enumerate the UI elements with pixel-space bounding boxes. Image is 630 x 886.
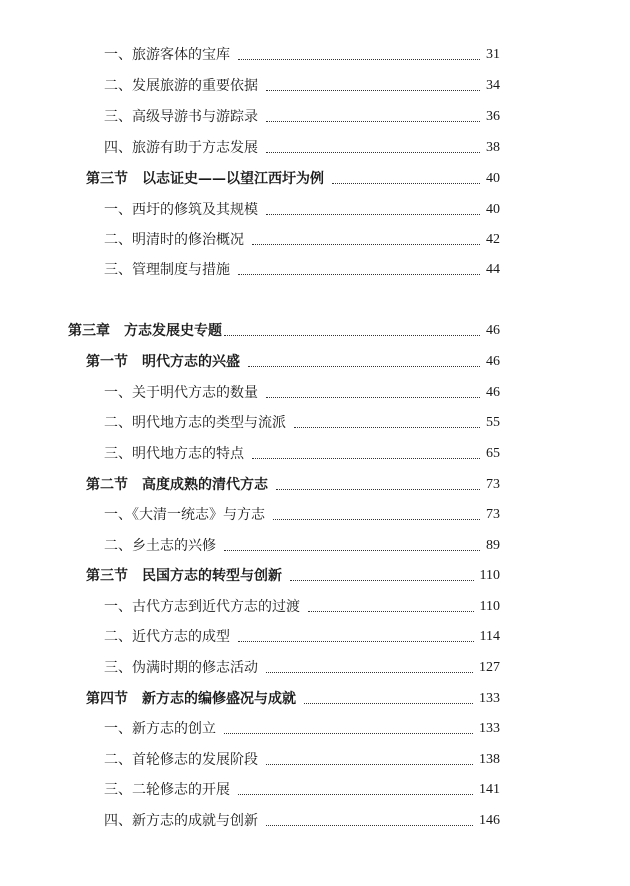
dot-leader	[266, 89, 480, 91]
dot-leader	[308, 610, 474, 612]
toc-entry-page: 55	[486, 415, 500, 430]
toc-section	[86, 688, 500, 710]
toc-section-title: 第二节 高度成熟的清代方志	[86, 477, 268, 493]
toc-section-title: 第三节 民国方志的转型与创新	[86, 568, 282, 584]
toc-entry-page: 46	[486, 385, 500, 400]
toc-entry-title: 一、关于明代方志的数量	[104, 385, 258, 401]
toc-entry	[104, 75, 500, 97]
dot-leader	[238, 793, 473, 795]
toc-entry	[104, 382, 500, 404]
toc-chapter	[68, 320, 500, 342]
toc-entry-page: 36	[486, 109, 500, 124]
toc-entry	[104, 657, 500, 679]
dot-leader	[224, 334, 480, 336]
toc-entry	[104, 259, 500, 281]
toc-chapter-page: 46	[486, 323, 500, 338]
toc-entry-page: 44	[486, 262, 500, 277]
toc-entry	[104, 199, 500, 221]
dot-leader	[238, 640, 474, 642]
toc-entry-page: 89	[486, 538, 500, 553]
dot-leader	[252, 243, 480, 245]
dot-leader	[276, 488, 480, 490]
toc-entry-title: 四、新方志的成就与创新	[104, 813, 258, 829]
toc-entry	[104, 626, 500, 648]
dot-leader	[290, 579, 474, 581]
toc-section	[86, 565, 500, 587]
dot-leader	[224, 549, 480, 551]
toc-entry-page: 114	[479, 629, 500, 644]
toc-section-page: 40	[486, 171, 500, 186]
toc-entry-title: 一、古代方志到近代方志的过渡	[104, 599, 300, 615]
dot-leader	[266, 151, 480, 153]
toc-entry-title: 二、发展旅游的重要依据	[104, 78, 258, 94]
dot-leader	[252, 457, 480, 459]
toc-section-title: 第四节 新方志的编修盛况与成就	[86, 691, 296, 707]
toc-entry-page: 141	[479, 782, 500, 797]
toc-entry-title: 一、新方志的创立	[104, 721, 216, 737]
toc-entry	[104, 596, 500, 618]
toc-entry-title: 二、首轮修志的发展阶段	[104, 752, 258, 768]
toc-entry-title: 三、明代地方志的特点	[104, 446, 244, 462]
dot-leader	[248, 365, 480, 367]
dot-leader	[266, 396, 480, 398]
toc-entry-page: 146	[479, 813, 500, 828]
toc-entry-page: 31	[486, 47, 500, 62]
toc-entry	[104, 504, 500, 526]
toc-entry-title: 一、《大清一统志》与方志	[104, 507, 265, 523]
toc-entry-title: 二、明代地方志的类型与流派	[104, 415, 286, 431]
toc-chapter-title: 第三章 方志发展史专题	[68, 323, 222, 339]
toc-entry	[104, 44, 500, 66]
dot-leader	[266, 763, 473, 765]
toc-entry-page: 34	[486, 78, 500, 93]
dot-leader	[238, 58, 480, 60]
dot-leader	[304, 702, 473, 704]
dot-leader	[294, 426, 480, 428]
toc-section	[86, 168, 500, 190]
toc-entry-title: 二、近代方志的成型	[104, 629, 230, 645]
toc-entry	[104, 779, 500, 801]
dot-leader	[224, 732, 473, 734]
toc-entry-page: 133	[479, 721, 500, 736]
dot-leader	[266, 671, 473, 673]
dot-leader	[266, 213, 480, 215]
dot-leader	[266, 120, 480, 122]
toc-entry-page: 138	[479, 752, 500, 767]
toc-entry-title: 三、管理制度与措施	[104, 262, 230, 278]
toc-entry	[104, 535, 500, 557]
toc-entry-page: 73	[486, 507, 500, 522]
toc-entry-page: 65	[486, 446, 500, 461]
toc-entry-title: 三、二轮修志的开展	[104, 782, 230, 798]
toc-entry	[104, 229, 500, 251]
toc-entry	[104, 106, 500, 128]
toc-entry-title: 二、明清时的修治概况	[104, 232, 244, 248]
toc-entry-page: 38	[486, 140, 500, 155]
toc-entry	[104, 718, 500, 740]
toc-section	[86, 474, 500, 496]
dot-leader	[273, 518, 480, 520]
toc-section-page: 73	[486, 477, 500, 492]
toc-entry-title: 四、旅游有助于方志发展	[104, 140, 258, 156]
toc-section-page: 46	[486, 354, 500, 369]
toc-entry	[104, 810, 500, 832]
dot-leader	[238, 273, 480, 275]
toc-entry-title: 三、伪满时期的修志活动	[104, 660, 258, 676]
toc-entry-title: 一、西圩的修筑及其规模	[104, 202, 258, 218]
dot-leader	[332, 182, 480, 184]
toc-section-page: 110	[479, 568, 500, 583]
toc-section	[86, 351, 500, 373]
toc-entry-title: 二、乡土志的兴修	[104, 538, 216, 554]
toc-entry-page: 127	[479, 660, 500, 675]
toc-entry-title: 一、旅游客体的宝库	[104, 47, 230, 63]
toc-entry-page: 42	[486, 232, 500, 247]
toc-entry-title: 三、高级导游书与游踪录	[104, 109, 258, 125]
toc-entry	[104, 137, 500, 159]
toc-entry	[104, 749, 500, 771]
toc-section-page: 133	[479, 691, 500, 706]
toc-entry-page: 110	[479, 599, 500, 614]
toc-entry	[104, 443, 500, 465]
toc-entry	[104, 412, 500, 434]
toc-section-title: 第一节 明代方志的兴盛	[86, 354, 240, 370]
dot-leader	[266, 824, 473, 826]
toc-section-title: 第三节 以志证史——以望江西圩为例	[86, 171, 324, 187]
toc-entry-page: 40	[486, 202, 500, 217]
